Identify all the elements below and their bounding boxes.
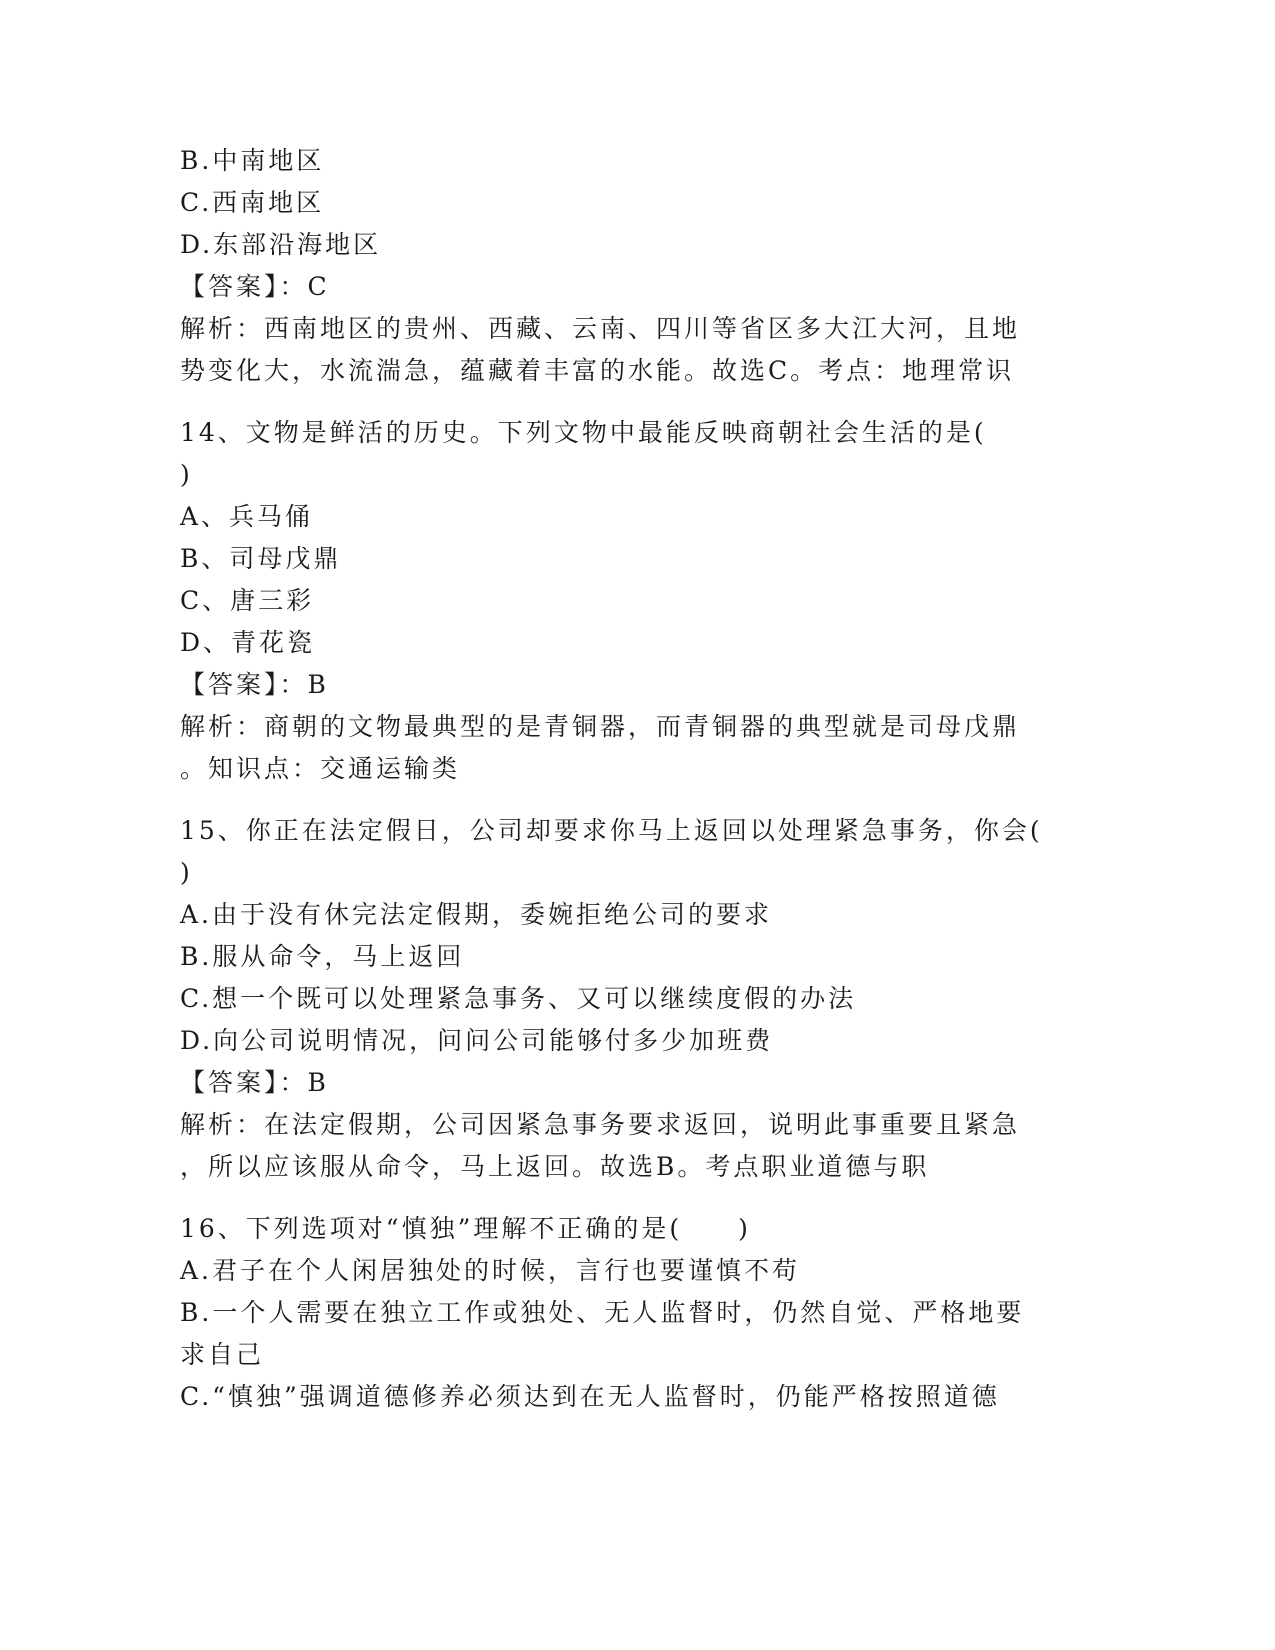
option-b: B.一个人需要在独立工作或独处、无人监督时，仍然自觉、严格地要: [180, 1298, 1025, 1327]
answer-line: 【答案】：C: [180, 272, 330, 301]
analysis-line: 势变化大，水流湍急，蕴藏着丰富的水能。故选C。考点：地理常识: [180, 356, 1015, 385]
option-c: C.想一个既可以处理紧急事务、又可以继续度假的办法: [180, 984, 857, 1013]
option-c: C.“慎独”强调道德修养必须达到在无人监督时，仍能严格按照道德: [180, 1382, 1000, 1411]
analysis-line: ，所以应该服从命令，马上返回。故选B。考点职业道德与职: [180, 1152, 930, 1181]
question-13-block: [180, 140, 1060, 392]
analysis-line: 解析：商朝的文物最典型的是青铜器，而青铜器的典型就是司母戊鼎: [180, 712, 1021, 741]
option-b-continued: 求自己: [180, 1340, 265, 1369]
question-stem: 16、下列选项对“慎独”理解不正确的是( ): [180, 1214, 751, 1243]
question-stem: ): [180, 858, 193, 887]
question-16-block: [180, 1208, 1060, 1418]
question-stem: 14、文物是鲜活的历史。下列文物中最能反映商朝社会生活的是(: [180, 418, 987, 447]
option-a: A、兵马俑: [180, 502, 314, 531]
question-stem: 15、你正在法定假日，公司却要求你马上返回以处理紧急事务，你会(: [180, 816, 1043, 845]
analysis-line: 解析：西南地区的贵州、西藏、云南、四川等省区多大江大河，且地: [180, 314, 1021, 343]
option-b: B、司母戊鼎: [180, 544, 342, 573]
option-c: C、唐三彩: [180, 586, 315, 615]
option-d: D.东部沿海地区: [180, 230, 382, 259]
answer-line: 【答案】：B: [180, 1068, 329, 1097]
option-b: B.中南地区: [180, 146, 325, 175]
option-c: C.西南地区: [180, 188, 325, 217]
option-a: A.由于没有休完法定假期，委婉拒绝公司的要求: [180, 900, 773, 929]
question-14-block: [180, 412, 1060, 790]
analysis-line: 。知识点：交通运输类: [180, 754, 461, 783]
question-stem: ): [180, 460, 193, 489]
analysis-line: 解析：在法定假期，公司因紧急事务要求返回，说明此事重要且紧急: [180, 1110, 1021, 1139]
option-d: D.向公司说明情况，问问公司能够付多少加班费: [180, 1026, 774, 1055]
document-page: [180, 140, 1060, 1418]
option-b: B.服从命令，马上返回: [180, 942, 465, 971]
option-a: A.君子在个人闲居独处的时候，言行也要谨慎不苟: [180, 1256, 801, 1285]
question-15-block: [180, 810, 1060, 1188]
option-d: D、青花瓷: [180, 628, 316, 657]
answer-line: 【答案】：B: [180, 670, 329, 699]
